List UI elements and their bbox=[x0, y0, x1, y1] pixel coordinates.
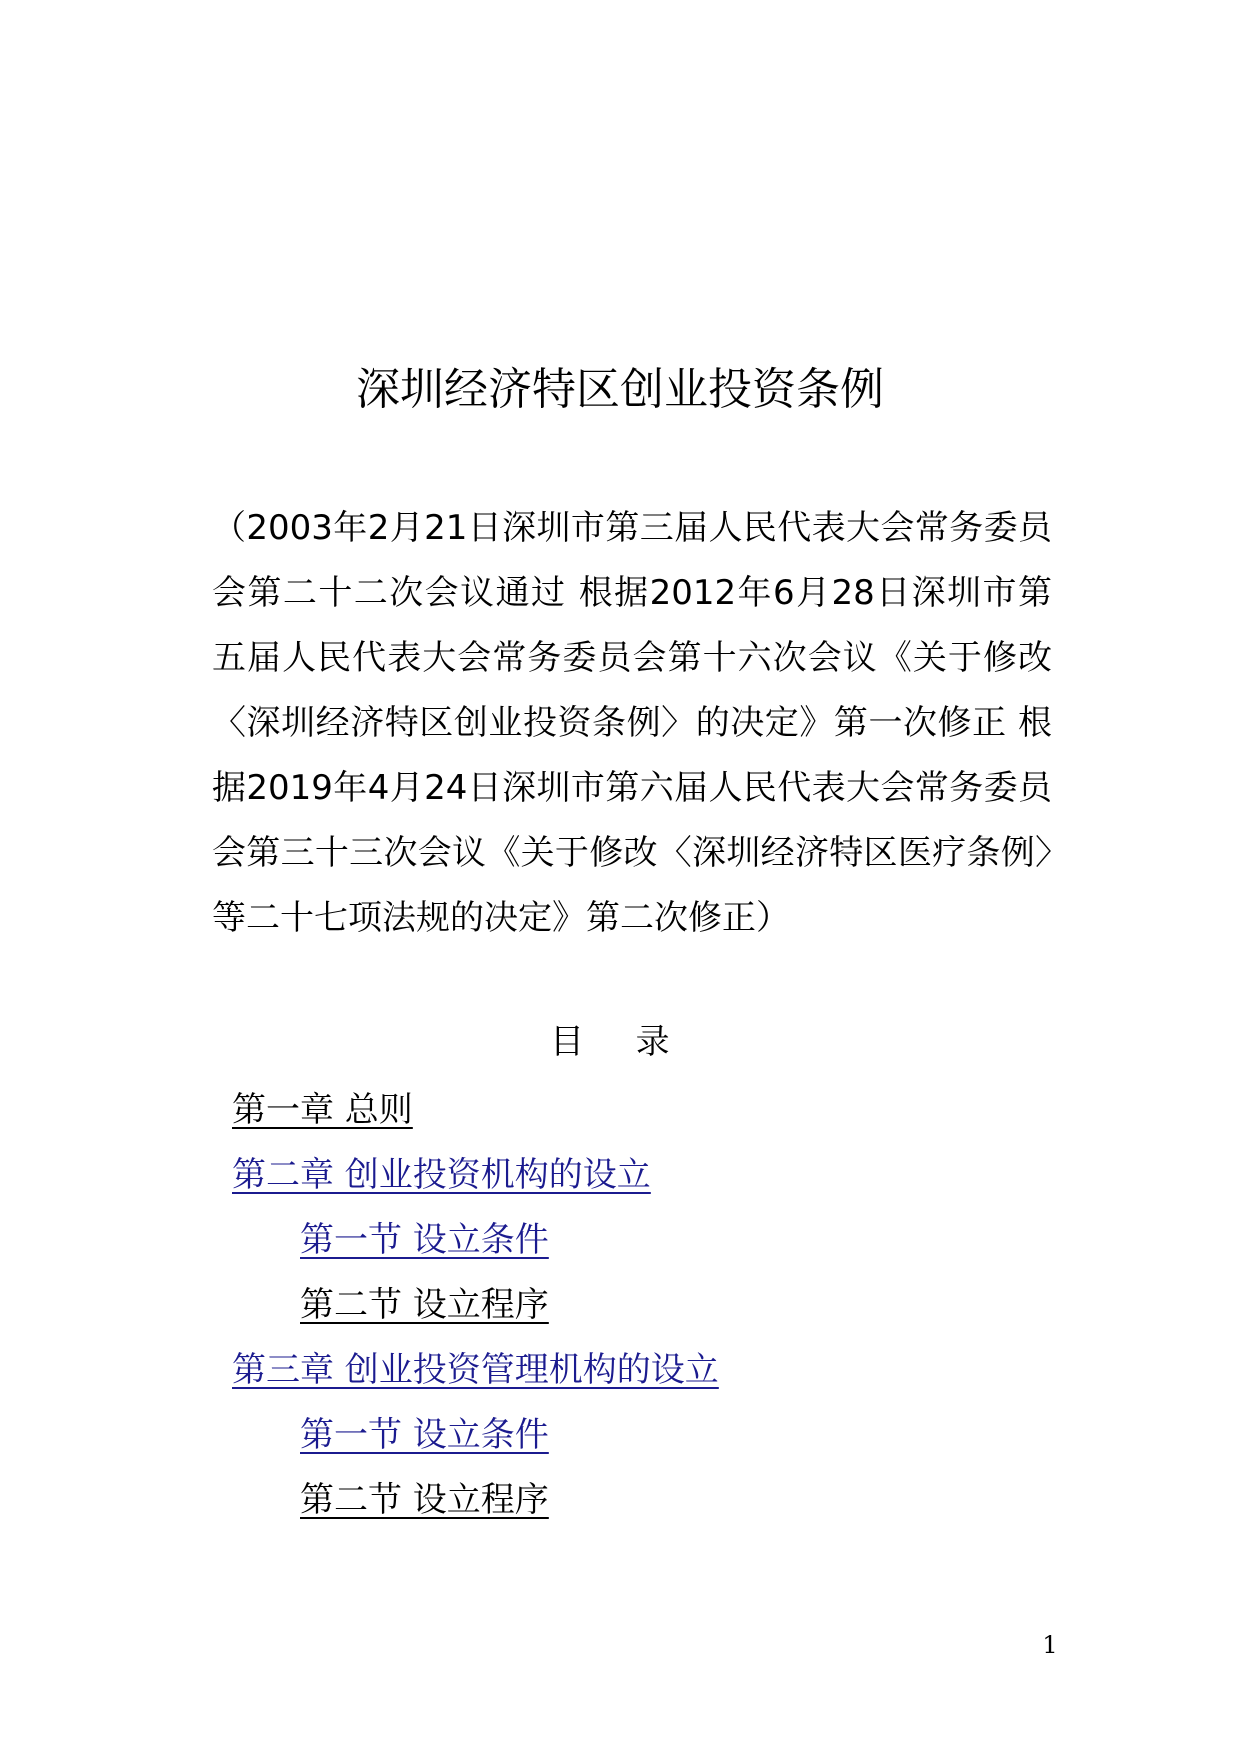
toc-item-chapter-3-section-2 bbox=[232, 1468, 1132, 1533]
page-number: 1 bbox=[1042, 1631, 1058, 1659]
toc-item-chapter-1 bbox=[232, 1078, 1132, 1143]
toc-item-chapter-2-section-1 bbox=[232, 1208, 1132, 1273]
toc-heading: 目 录 bbox=[549, 1022, 690, 1062]
toc-link-chapter-3-section-2-procedures[interactable]: 第二节 设立程序 bbox=[300, 1480, 549, 1520]
toc-item-chapter-3 bbox=[232, 1338, 1132, 1403]
toc-link-chapter-2-section-2-procedures[interactable]: 第二节 设立程序 bbox=[300, 1285, 549, 1325]
toc-item-chapter-2-section-2 bbox=[232, 1273, 1132, 1338]
toc-link-chapter-3-section-1-conditions[interactable]: 第一节 设立条件 bbox=[300, 1415, 549, 1455]
toc-link-chapter-1-general-provisions[interactable]: 第一章 总则 bbox=[232, 1090, 413, 1130]
table-of-contents bbox=[232, 1078, 1132, 1533]
toc-item-chapter-3-section-1 bbox=[232, 1403, 1132, 1468]
toc-link-chapter-3-establishment-of-vc-management-institutions[interactable]: 第三章 创业投资管理机构的设立 bbox=[232, 1350, 719, 1390]
legislative-history-note: （2003年2月21日深圳市第三届人民代表大会常务委员会第二十二次会议通过 根据2012年6月28日深圳市第五届人民代表大会常务委员会第十六次会议《关于修改〈深圳经济特区创业投资条例〉的决定》第一次修正 根据2019年4月24日深圳市第六届人民代表大会常务委员会第三十三次会议《关于修改〈深圳经济特区医疗条例〉等二十七项法规的决定》第二次修正） bbox=[212, 508, 1052, 938]
toc-link-chapter-2-establishment-of-vc-institutions[interactable]: 第二章 创业投资机构的设立 bbox=[232, 1155, 651, 1195]
toc-item-chapter-2 bbox=[232, 1143, 1132, 1208]
document-title: 深圳经济特区创业投资条例 bbox=[356, 364, 884, 415]
toc-link-chapter-2-section-1-conditions[interactable]: 第一节 设立条件 bbox=[300, 1220, 549, 1260]
